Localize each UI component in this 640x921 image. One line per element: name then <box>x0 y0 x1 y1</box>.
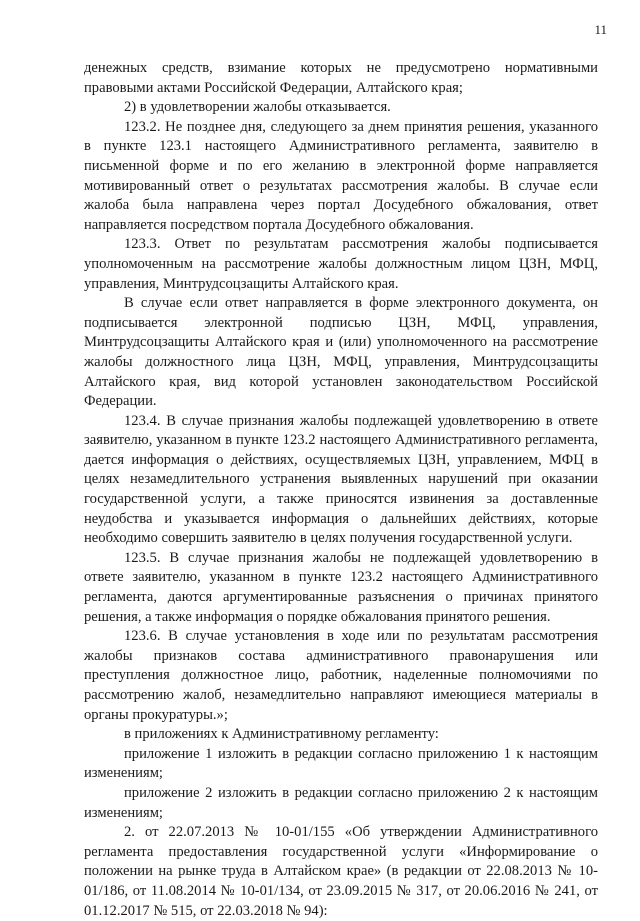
paragraph-123-4: 123.4. В случае признания жалобы подлежащей удовлетворению в ответе заявителю, указанном в пункте 123.2 настоящего Административного регламента, дается информация о действиях, осуществляемых ЦЗН, управлением, МФЦ в целях незамедлительного устранения выявленных нарушений при оказании государственной услуги, а также приносятся извинения за доставленные неудобства и указывается информация о дальнейших действиях, которые необходимо совершить заявителю в целях получения государственной услуги. <box>84 412 598 547</box>
document-body <box>84 59 598 921</box>
paragraph-appendix-2: приложение 2 изложить в редакции согласно приложению 2 к настоящим изменениям; <box>84 784 598 821</box>
paragraph-123-3: 123.3. Ответ по результатам рассмотрения жалобы подписывается уполномоченным на рассмотрение жалобы должностным лицом ЦЗН, МФЦ, управления, Минтрудсоцзащиты Алтайского края. <box>84 236 598 292</box>
paragraph-123-2: 123.2. Не позднее дня, следующего за днем принятия решения, указанного в пункте 123.1 настоящего Административного регламента, заявителю в письменной форме и по его желанию в электронной форме направляется мотивированный ответ о результатах рассмотрения жалобы. В случае если жалоба была направлена через портал Досудебного обжалования, ответ направляется посредством портала Досудебного обжалования. <box>84 118 598 233</box>
paragraph-item-2: 2. от 22.07.2013 № 10-01/155 «Об утверждении Административного регламента предоставления государственной услуги «Информирование о положении на рынке труда в Алтайском крае» (в редакции от 22.08.2013 № 10-01/186, от 11.08.2014 № 10-01/134, от 23.09.2015 № 317, от 20.06.2016 № 241, от 01.12.2017 № 515, от 22.03.2018 № 94): <box>84 824 598 919</box>
page-number: 11 <box>594 22 607 37</box>
paragraph-appendix-1: приложение 1 изложить в редакции согласно приложению 1 к настоящим изменениям; <box>84 745 598 782</box>
paragraph-refusal: 2) в удовлетворении жалобы отказывается. <box>124 99 391 116</box>
paragraph-continuation: денежных средств, взимание которых не предусмотрено нормативными правовыми актами Российской Федерации, Алтайского края; <box>84 60 598 96</box>
paragraph-electronic-signature: В случае если ответ направляется в форме электронного документа, он подписывается электронной подписью ЦЗН, МФЦ, управления, Минтрудсоцзащиты Алтайского края и (или) уполномоченного на рассмотрение жалобы должностного лица ЦЗН, МФЦ, управления, Минтрудсоцзащиты Алтайского края, вид которой установлен законодательством Российской Федерации. <box>84 295 598 410</box>
paragraph-123-6: 123.6. В случае установления в ходе или по результатам рассмотрения жалобы признаков состава административного правонарушения или преступления должностное лицо, работник, наделенные полномочиями по рассмотрению жалоб, незамедлительно направляют имеющиеся материалы в органы прокуратуры.»; <box>84 628 598 723</box>
paragraph-appendices: в приложениях к Административному регламенту: <box>124 726 439 743</box>
paragraph-123-5: 123.5. В случае признания жалобы не подлежащей удовлетворению в ответе заявителю, указанном в пункте 123.2 настоящего Административного регламента, даются аргументированные разъяснения о причинах принятого решения, а также информация о порядке обжалования принятого решения. <box>84 549 598 625</box>
